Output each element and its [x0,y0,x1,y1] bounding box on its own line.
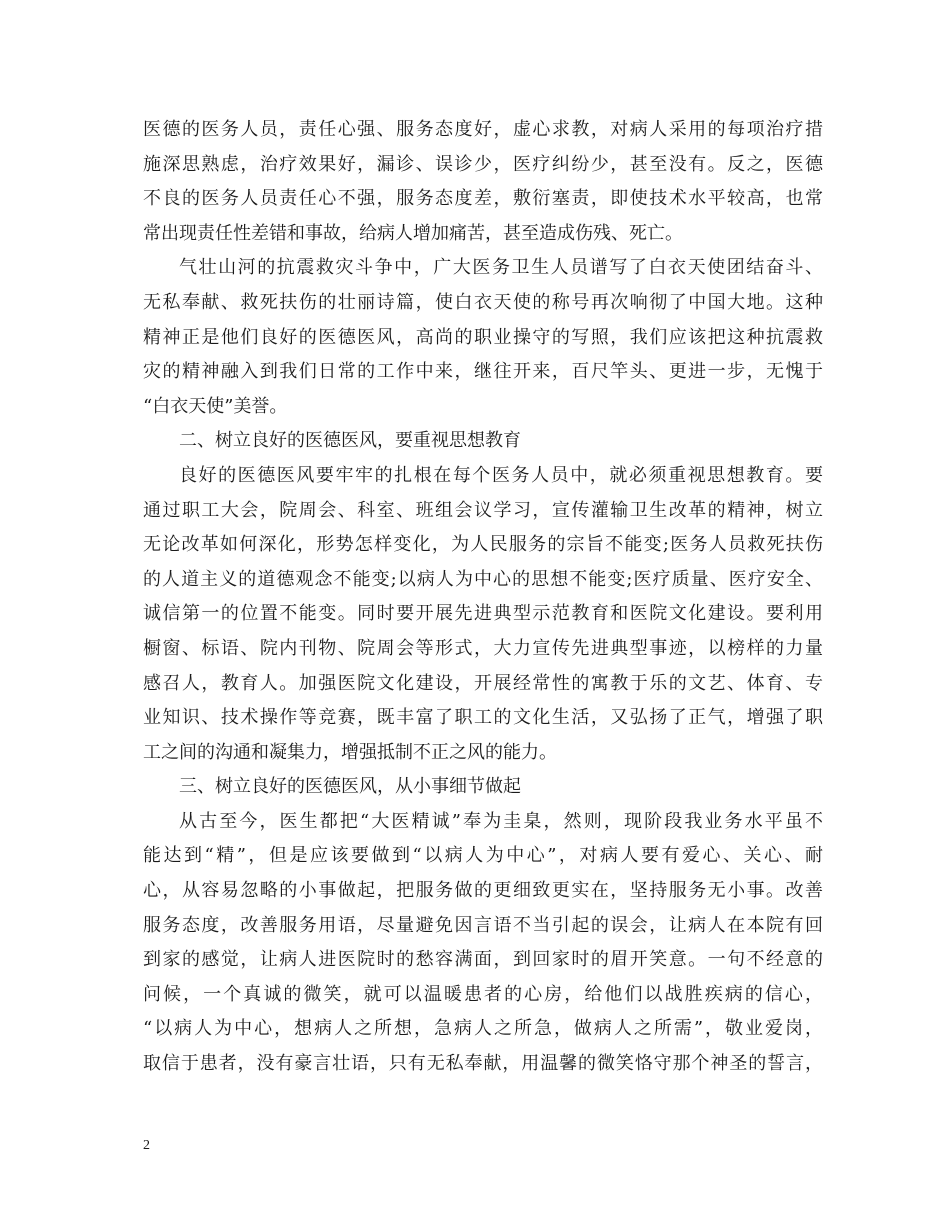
text-line: 从古至今，医生都把“大医精诚”奉为圭臬，然则，现阶段我业务水平虽不 [179,810,823,832]
text-line: 灾的精神融入到我们日常的工作中来，继往开来，百尺竿头、更进一步，无愧于 [143,361,823,383]
text-line: 良好的医德医风要牢牢的扎根在每个医务人员中，就必须重视思想教育。要 [179,464,823,486]
text-line: 橱窗、标语、院内刊物、院周会等形式，大力宣传先进典型事迹，以榜样的力量 [143,637,823,659]
body-text [143,113,823,1082]
text-line: 服务态度，改善服务用语，尽量避免因言语不当引起的误会，让病人在本院有回 [143,914,823,936]
text-line: 取信于患者，没有豪言壮语，只有无私奉献，用温馨的微笑恪守那个神圣的誓言， [143,1053,823,1075]
text-line: 的人道主义的道德观念不能变;以病人为中心的思想不能变;医疗质量、医疗安全、 [143,568,823,590]
text-line: 精神正是他们良好的医德医风，高尚的职业操守的写照，我们应该把这种抗震救 [143,326,823,348]
text-line: 工之间的沟通和凝集力，增强抵制不正之风的能力。 [143,741,557,763]
text-line: 能达到“精”，但是应该要做到“以病人为中心”，对病人要有爱心、关心、耐 [143,845,823,867]
text-line: 气壮山河的抗震救灾斗争中，广大医务卫生人员谱写了白衣天使团结奋斗、 [179,257,823,279]
text-line: 施深思熟虑，治疗效果好，漏诊、误诊少，医疗纠纷少，甚至没有。反之，医德 [143,153,823,175]
text-line: 常出现责任性差错和事故，给病人增加痛苦，甚至造成伤残、死亡。 [143,222,683,244]
text-line: 感召人，教育人。加强医院文化建设，开展经常性的寓教于乐的文艺、体育、专 [143,672,823,694]
text-line: 无论改革如何深化，形势怎样变化，为人民服务的宗旨不能变;医务人员救死扶伤 [143,534,823,556]
text-line: 心，从容易忽略的小事做起，把服务做的更细致更实在，坚持服务无小事。改善 [143,880,823,902]
text-line: “以病人为中心，想病人之所想，急病人之所急，做病人之所需”，敬业爱岗， [143,1018,823,1040]
text-line: 诚信第一的位置不能变。同时要开展先进典型示范教育和医院文化建设。要利用 [143,603,823,625]
text-line: 业知识、技术操作等竞赛，既丰富了职工的文化生活，又弘扬了正气，增强了职 [143,707,823,729]
text-line: 医德的医务人员，责任心强、服务态度好，虚心求教，对病人采用的每项治疗措 [143,119,823,140]
page-number: 2 [143,1138,150,1153]
text-line: 无私奉献、救死扶伤的壮丽诗篇，使白衣天使的称号再次响彻了中国大地。这种 [143,291,823,313]
text-line: 问候，一个真诚的微笑，就可以温暖患者的心房，给他们以战胜疾病的信心， [143,983,823,1005]
text-line: “白衣天使”美誉。 [143,395,288,417]
text-line: 到家的感觉，让病人进医院时的愁容满面，到回家时的眉开笑意。一句不经意的 [143,949,823,971]
text-line: 通过职工大会，院周会、科室、班组会议学习，宣传灌输卫生改革的精神，树立 [143,499,823,521]
text-line: 不良的医务人员责任心不强，服务态度差，敷衍塞责，即使技术水平较高，也常 [143,188,823,210]
section-heading: 二、树立良好的医德医风，要重视思想教育 [179,430,521,452]
section-heading: 三、树立良好的医德医风，从小事细节做起 [179,776,521,798]
